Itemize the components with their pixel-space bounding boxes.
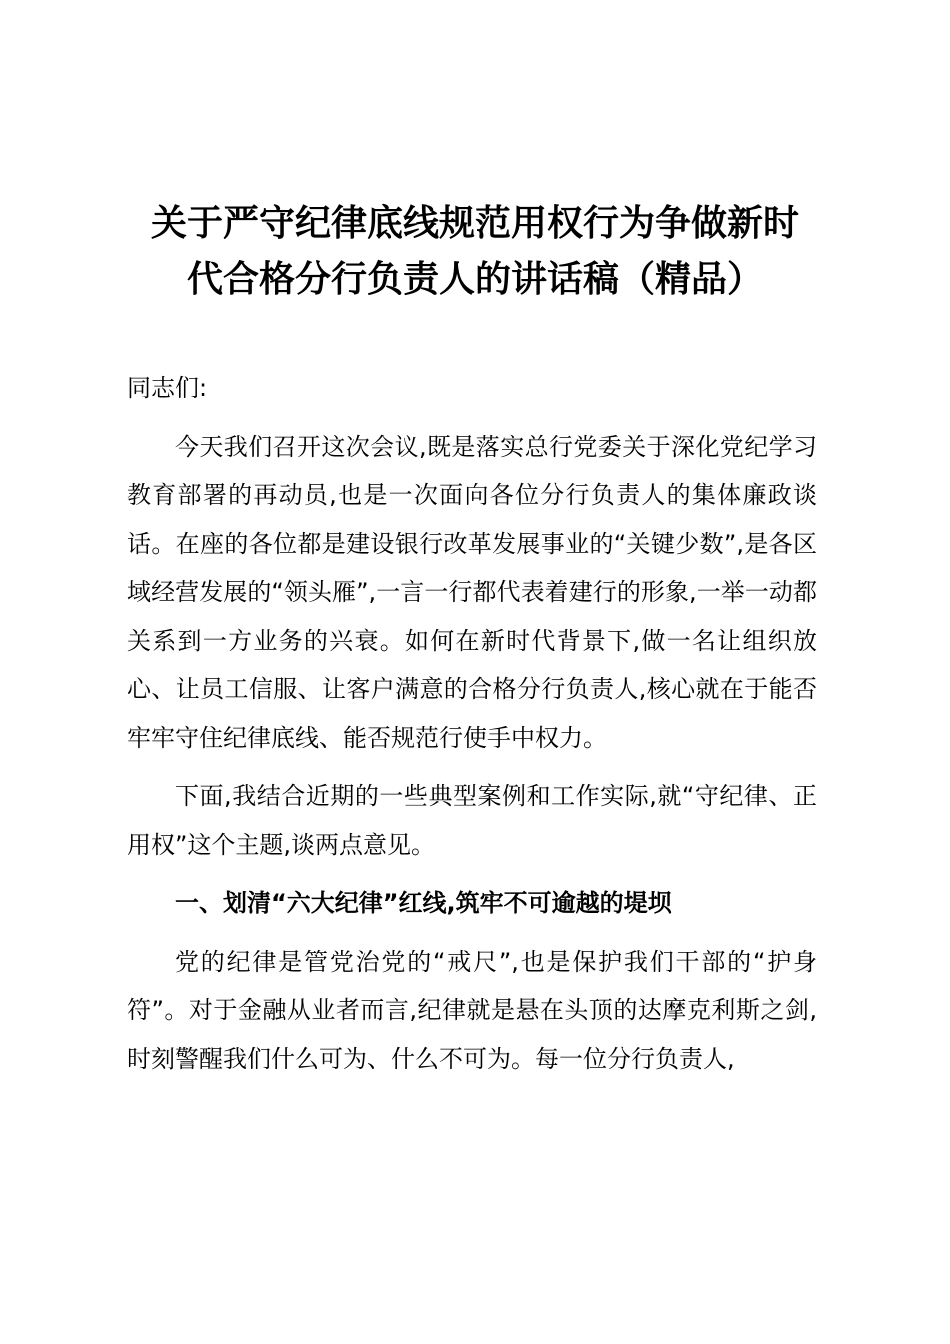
paragraph-intro: 今天我们召开这次会议,既是落实总行党委关于深化党纪学习教育部署的再动员,也是一次面向各位分行负责人的集体廉政谈话。在座的各位都是建设银行改革发展事业的“关键少数”,是各区域经营发展的“领头雁”,一言一行都代表着建行的形象,一举一动都关系到一方业务的兴衰。如何在新时代背景下,做一名让组织放心、让员工信服、让客户满意的合格分行负责人,核心就在于能否牢牢守住纪律底线、能否规范行使手中权力。 xyxy=(127,432,817,752)
document-body xyxy=(127,364,817,1093)
document-title xyxy=(110,196,840,308)
title-line-1: 关于严守纪律底线规范用权行为争做新时 xyxy=(150,203,799,244)
salutation: 同志们: xyxy=(127,374,208,402)
paragraph-outline: 下面,我结合近期的一些典型案例和工作实际,就“守纪律、正用权”这个主题,谈两点意见。 xyxy=(127,782,817,859)
title-line-2: 代合格分行负责人的讲话稿（精品） xyxy=(186,259,763,300)
section-heading-1: 一、划清“六大纪律”红线,筑牢不可逾越的堤坝 xyxy=(175,889,672,917)
section-paragraph-1: 党的纪律是管党治党的“戒尺”,也是保护我们干部的“护身符”。对于金融从业者而言,纪律就是悬在头顶的达摩克利斯之剑,时刻警醒我们什么可为、什么不可为。每一位分行负责人, xyxy=(127,947,817,1073)
